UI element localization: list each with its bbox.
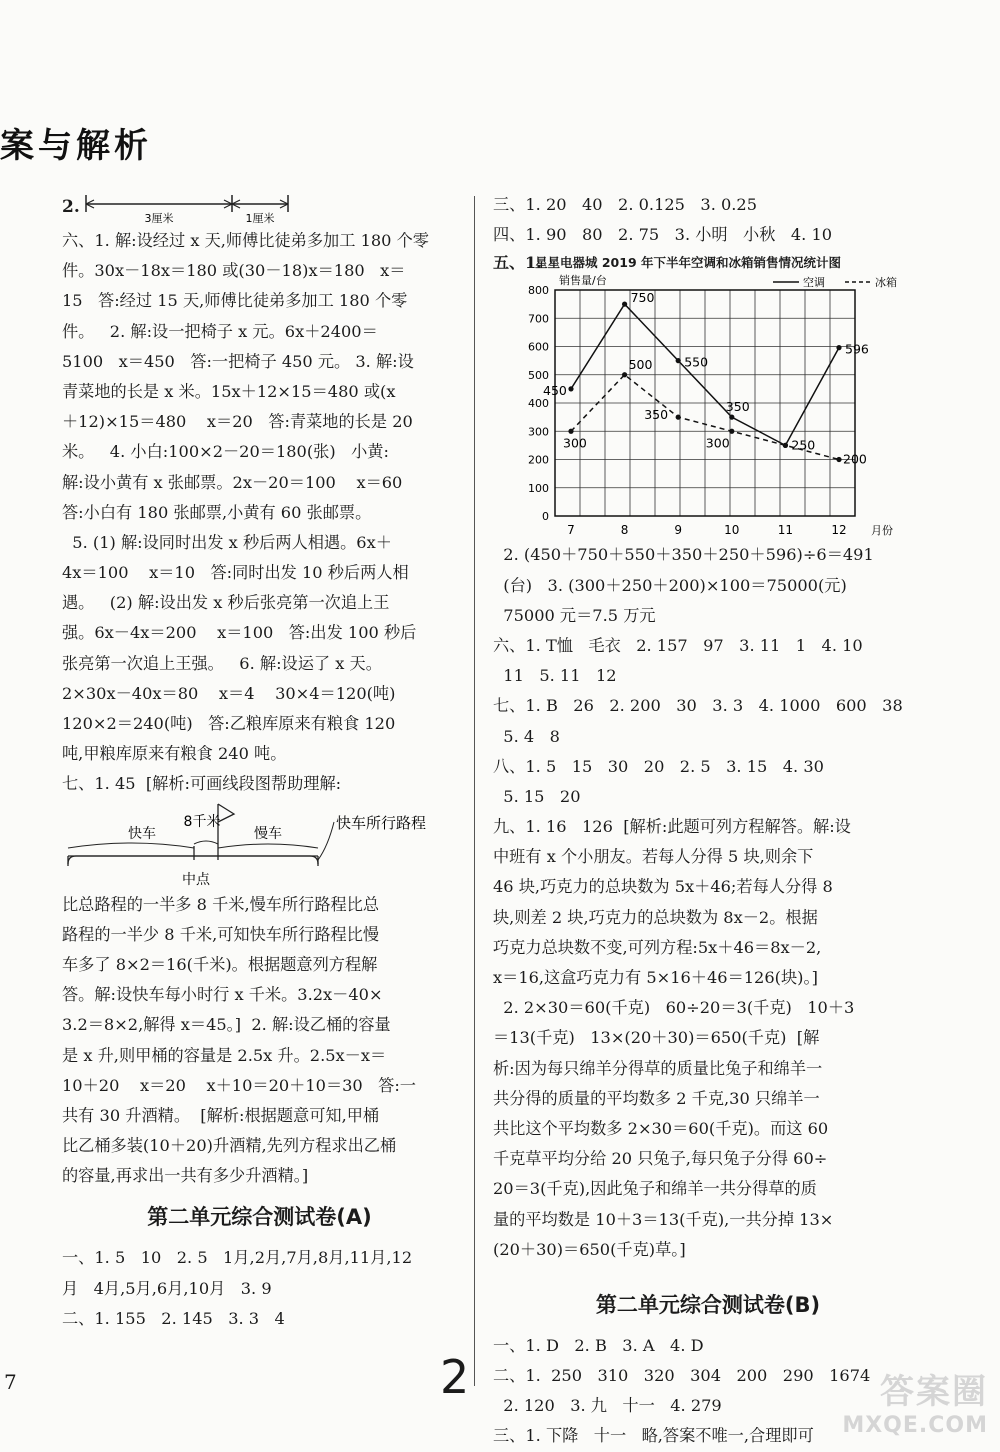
y-tick-label: 100 [528, 482, 549, 496]
text-line: 120×2＝240(吨) 答:乙粮库原来有粮食 120 [62, 714, 396, 733]
right-text-block-b [493, 540, 923, 1265]
text-line: 答:小白有 180 张邮票,小黄有 60 张邮票。 [62, 502, 372, 522]
text-line: 46 块,巧克力的总块数为 5x＋46;若每人分得 8 [493, 877, 833, 897]
text-line: 20＝3(千克),因此兔子和绵羊一共分得草的质 [493, 1179, 817, 1199]
text-line: 米。 4. 小白:100×2－20＝180(张) 小黄: [62, 442, 389, 462]
x-tick-label: 12 [831, 523, 847, 538]
y-axis-label: 销售量/台 [559, 274, 607, 288]
text-line: 的容量,再求出一共有多少升酒精。] [62, 1166, 309, 1186]
y-tick-label: 800 [528, 284, 549, 298]
text-line: 2. 2×30＝60(千克) 60÷20＝3(千克) 10＋3 [493, 998, 855, 1018]
text-line: x＝16,这盒巧克力有 5×16＋46＝126(块)。] [493, 968, 818, 987]
data-point [783, 443, 788, 448]
text-line: 青菜地的长是 x 米。15x＋12×15＝480 或(x [62, 381, 396, 401]
text-line: 共分得的质量的平均数多 2 千克,30 只绵羊一 [493, 1088, 820, 1108]
text-line: 共有 30 升酒精。 [解析:根据题意可知,甲桶 [62, 1105, 380, 1125]
x-tick-label: 7 [567, 523, 575, 538]
text-line: 5. 15 20 [493, 786, 581, 806]
text-line: 2. 120 3. 九 十一 4. 279 [493, 1396, 722, 1416]
data-label: 200 [843, 451, 867, 467]
text-line: 张亮第一次追上王强。 6. 解:设运了 x 天。 [62, 653, 382, 673]
text-line: 三、1. 下降 十一 略,答案不唯一,合理即可 [493, 1426, 814, 1446]
data-point [676, 415, 681, 420]
y-tick-label: 0 [542, 510, 549, 524]
text-line: 3.2＝8×2,解得 x＝45。] 2. 解:设乙桶的容量 [62, 1015, 391, 1035]
route-label-fast: 快车 [128, 825, 156, 842]
text-line: 巧克力总块数不变,可列方程:5x＋46＝8x－2, [493, 937, 822, 957]
y-tick-label: 200 [528, 453, 549, 467]
data-point [729, 429, 734, 434]
x-axis-label: 月份 [871, 524, 893, 538]
segment-number: 2. [62, 197, 80, 217]
column-divider [474, 196, 475, 1386]
data-label: 500 [628, 357, 653, 373]
text-line: (台) 3. (300＋250＋200)×100＝75000(元) [493, 575, 847, 595]
text-line: 解:设小黄有 x 张邮票。2x－20＝100 x＝60 [62, 472, 403, 492]
x-tick-label: 8 [620, 523, 629, 538]
route-diagram [62, 800, 457, 890]
text-line: 六、1. 解:设经过 x 天,师傅比徒弟多加工 180 个零 [62, 231, 429, 250]
text-line: 量的平均数是 10＋3＝13(千克),一共分掉 13× [493, 1209, 834, 1229]
data-label: 596 [845, 342, 869, 358]
data-point [729, 415, 734, 420]
data-point [836, 457, 841, 462]
text-line: 10＋20 x＝20 x＋10＝20＋10＝30 答:一 [62, 1075, 416, 1095]
segment-label-b: 1厘米 [245, 212, 275, 225]
route-label-slow: 慢车 [254, 825, 282, 842]
data-label: 350 [725, 399, 750, 415]
text-line: 遇。 (2) 解:设出发 x 秒后张亮第一次追上王 [62, 593, 390, 613]
data-label: 250 [791, 437, 816, 453]
data-label: 350 [644, 407, 669, 423]
text-line: 共比这个平均数多 2×30＝60(千克)。而这 60 [493, 1118, 829, 1138]
text-line: 月 4月,5月,6月,10月 3. 9 [62, 1278, 272, 1298]
segment-svg [82, 190, 342, 226]
page-number: 7 [4, 1370, 17, 1394]
text-line: 千克草平均分给 20 只兔子,每只兔子分得 60÷ [493, 1149, 828, 1169]
route-label-8km: 8千米 [183, 813, 221, 830]
text-line: 析:因为每只绵羊分得草的质量比兔子和绵羊一 [493, 1058, 823, 1078]
watermark [842, 1364, 988, 1438]
text-line: 一、1. 5 10 2. 5 1月,2月,7月,8月,11月,12 [62, 1248, 413, 1268]
text-line: 75000 元＝7.5 万元 [493, 605, 656, 625]
data-label: 300 [705, 435, 730, 451]
chart-question-number: 五、1. [493, 253, 542, 273]
route-label-mid: 中点 [182, 871, 210, 888]
watermark-line1: 答案圈 [880, 1372, 988, 1412]
segment-diagram [62, 190, 457, 226]
text-line: 六、1. T恤 毛衣 2. 157 97 3. 11 1 4. 10 [493, 635, 863, 655]
text-line: 件。30x－18x＝180 或(30－18)x＝180 x＝ [62, 261, 406, 281]
section-b-title: 第二单元综合测试卷(B) [595, 1292, 821, 1317]
data-label: 450 [543, 383, 567, 399]
text-line: 比乙桶多装(10＋20)升酒精,先列方程求出乙桶 [62, 1136, 397, 1156]
text-line: 二、1. 250 310 320 304 200 290 1674 [493, 1366, 871, 1386]
text-line: 车多了 8×2＝16(千米)。根据题意列方程解 [62, 954, 378, 974]
data-label: 550 [684, 355, 709, 370]
text-line: (20＋30)＝650(千克)草。] [493, 1239, 686, 1259]
route-label-route: 快车所行路程 [336, 813, 427, 832]
text-line: 15 答:经过 15 天,师傅比徒弟多加工 180 个零 [62, 291, 408, 311]
left-column [62, 190, 457, 1334]
chart-block [493, 250, 923, 540]
y-tick-label: 400 [528, 397, 549, 411]
text-line: 七、1. 45 [解析:可画线段图帮助理解: [62, 774, 342, 794]
text-line: 是 x 升,则甲桶的容量是 2.5x 升。2.5x－x＝ [62, 1045, 387, 1065]
data-label: 750 [630, 290, 655, 306]
data-label: 300 [563, 435, 587, 451]
x-tick-label: 9 [674, 523, 683, 538]
text-line: 11 5. 11 12 [493, 666, 617, 686]
data-point [568, 429, 573, 434]
x-tick-label: 11 [777, 523, 794, 538]
text-line: 块,则差 2 块,巧克力的总块数为 8x－2。根据 [493, 907, 818, 927]
watermark-line2: MXQE.COM [842, 1413, 988, 1438]
text-line: 强。6x－4x＝200 x＝100 答:出发 100 秒后 [62, 623, 417, 643]
y-tick-label: 300 [528, 425, 549, 439]
text-line: 5. (1) 解:设同时出发 x 秒后两人相遇。6x＋ [62, 532, 392, 552]
text-line: 吨,甲粮库原来有粮食 240 吨。 [62, 744, 287, 764]
left-text-block-c [62, 1243, 457, 1334]
text-line: 2×30x－40x＝80 x＝4 30×4＝120(吨) [62, 683, 396, 703]
x-tick-label: 10 [724, 523, 740, 538]
section-a-title: 第二单元综合测试卷(A) [147, 1205, 372, 1230]
data-point [568, 387, 573, 392]
y-tick-label: 700 [528, 312, 549, 326]
right-column [493, 190, 923, 1452]
text-line: 2. (450＋750＋550＋350＋250＋596)÷6＝491 [493, 545, 874, 565]
text-line: 八、1. 5 15 30 20 2. 5 3. 15 4. 30 [493, 756, 824, 776]
text-line: 答。解:设快车每小时行 x 千米。3.2x－40× [62, 985, 383, 1005]
text-line: 四、1. 90 80 2. 75 3. 小明 小秋 4. 10 [493, 225, 833, 245]
text-line: 二、1. 155 2. 145 3. 3 4 [62, 1308, 285, 1328]
text-line: 比总路程的一半多 8 千米,慢车所行路程比总 [62, 894, 380, 914]
data-point [836, 345, 841, 350]
text-line: 九、1. 16 126 [解析:此题可列方程解答。解:设 [493, 817, 851, 837]
y-tick-label: 600 [528, 340, 549, 354]
text-line: 一、1. D 2. B 3. A 4. D [493, 1335, 704, 1355]
chart-title: 星星电器城 2019 年下半年空调和冰箱销售情况统计图 [535, 255, 841, 271]
sales-line-chart [493, 270, 923, 540]
text-line: 件。 2. 解:设一把椅子 x 元。6x＋2400＝ [62, 321, 378, 341]
text-line: ＝13(千克) 13×(20＋30)＝650(千克) [解 [493, 1028, 820, 1048]
data-point [622, 302, 627, 307]
text-line: 路程的一半少 8 千米,可知快车所行路程比慢 [62, 924, 380, 944]
text-line: 5100 x＝450 答:一把椅子 450 元。 3. 解:设 [62, 351, 414, 371]
segment-label-a: 3厘米 [144, 212, 174, 225]
text-line: ＋12)×15＝480 x＝20 答:青菜地的长是 20 [62, 412, 413, 432]
text-line: 三、1. 20 40 2. 0.125 3. 0.25 [493, 195, 758, 214]
legend-label: 空调 [803, 276, 825, 290]
page-header-title: 案与解析 [0, 126, 152, 166]
text-line: 4x＝100 x＝10 答:同时出发 10 秒后两人相 [62, 563, 409, 583]
text-line: 七、1. B 26 2. 200 30 3. 3 4. 1000 600 38 [493, 696, 903, 716]
left-text-block-b [62, 890, 457, 1192]
left-text-block-a [62, 226, 457, 800]
data-point [676, 358, 681, 363]
legend-label: 冰箱 [875, 276, 897, 290]
text-line: 中班有 x 个小朋友。若每人分得 5 块,则余下 [493, 847, 814, 867]
right-text-block-a [493, 190, 923, 250]
y-tick-label: 500 [528, 369, 549, 383]
text-line: 5. 4 8 [493, 726, 560, 746]
handwritten-mark: 2 [440, 1350, 470, 1404]
data-point [622, 373, 627, 378]
route-diagram-svg [62, 800, 462, 890]
